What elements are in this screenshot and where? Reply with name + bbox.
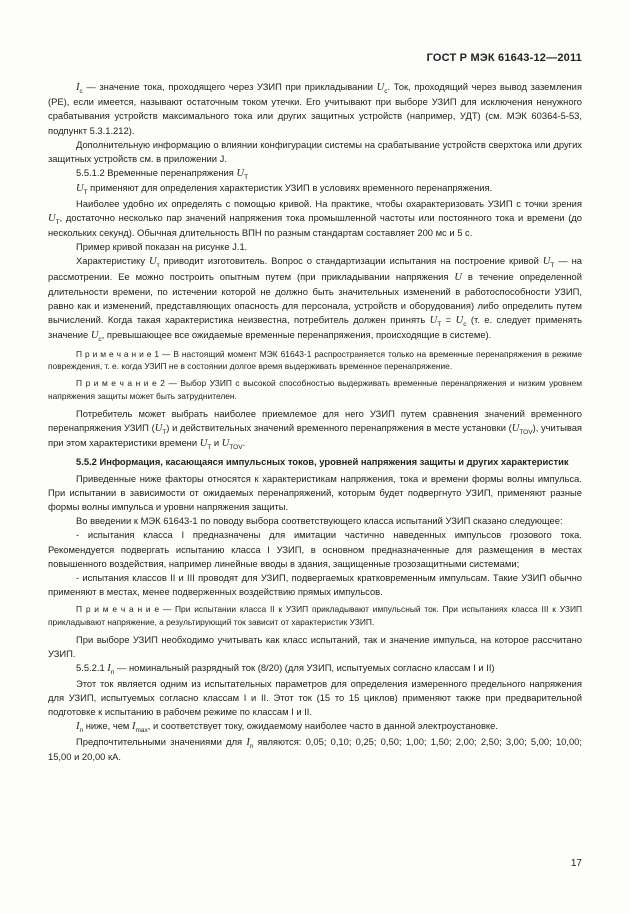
list-item-class-2-3: - испытания классов II и III проводят для УЗИП, подвергаемых кратковременным импульсам. Такие УЗИП обычно применяют в местах, менее подверженных воздействию прямых импульсов.: [48, 572, 582, 598]
paragraph-class-choice: При выборе УЗИП необходимо учитывать как класс испытаний, так и значение импульса, на которое рассчитано УЗИП.: [48, 634, 582, 660]
paragraph-test-current: Этот ток является одним из испытательных параметров для определения измеренного предельного напряжения для УЗИП, испытуемых согласно классам I и II. Этот ток (15 то 15 циклов) применяют также при предварительной подготовке к испытанию в рабочем режиме по классам I и II.: [48, 677, 582, 718]
paragraph-additional-info: Дополнительную информацию о влиянии конфигурации системы на срабатывание устройств сверхтока или других защитных устройств см. в приложении J.: [48, 138, 582, 165]
paragraph-introduction: Во введении к МЭК 61643-1 по поводу выбора соответствующего класса испытаний УЗИП сказано следующее:: [76, 515, 563, 527]
paragraph-selection: Потребитель может выбрать наиболее приемлемое для него УЗИП путем сравнения значений временного перенапряжения УЗИП $(U_T)$ и действительных значений временного перенапряжения в месте установки $(U_{TOV})$, учитывая при этом характеристики времени $U_T$ и $U_{TOV}$.: [48, 407, 582, 452]
paragraph-factors: Приведенные ниже факторы относятся к характеристикам напряжения, тока и времени формы волны импульса. При испытании в зависимости от ожидаемых перенапряжений, которым будет подвергнуто УЗИП, применяют разные формы волны импульса и уровни напряжения защиты.: [48, 472, 582, 513]
paragraph-curve: Наиболее удобно их определять с помощью кривой. На практике, чтобы охарактеризовать УЗИП с точки зрения $U_T$, достаточно несколько пар значений напряжения тока промышленной частоты или постоянного тока и времени (до нескольких секунд). Обычная длительность ВПН по разным стандартам составляет 200 мс и 5 с.: [48, 197, 582, 239]
paragraph-figure-ref: Пример кривой показан на рисунке J.1.: [76, 241, 248, 253]
paragraph-characteristic: Характеристику $U_т$ приводит изготовитель. Вопрос о стандартизации испытания на построение кривой $U_T$ — на рассмотрении. Ее можно построить опытным путем (при прикладывании напряжения U в течение определенной длительности времени, по истечении которой не должно быть значительных изменений в работоспособности УЗИП, равно как и изменений, представляющих опасность для персонала, устройств и оборудования) либо определить путем вычислений. Когда такая характеристика неизвестна, потребитель должен принять $U_T = U_c$ (т. е. следует применять значение $U_c$, превышающее все ожидаемые временные перенапряжения, происходящие в системе).: [48, 255, 583, 344]
document-body: [48, 80, 582, 764]
section-heading-5-5-2: 5.5.2 Информация, касающаяся импульсных токов, уровней напряжения защиты и других характеристик: [76, 456, 569, 468]
paragraph-ic: $I_c$ — значение тока, проходящего через УЗИП при прикладывании $U_c$. Ток, проходящий через вывод заземления (PE), если имеется, называют остаточным током утечки. Его учитывают при выборе УЗИП для исключения ненужного срабатывания устройств максимального тока или других защитных устройств (например, УДТ) (см. МЭК 60364-5-53, подпункт 5.3.1.212).: [48, 81, 582, 136]
list-item-class-1: - испытания класса I предназначены для имитации частично наведенных импульсов грозового тока. Рекомендуется подвергать испытанию класса I УЗИП, в основном предназначенные для размещения в местах повышенного воздействия, например линейные вводы в здания, защищенные грозозащитными системами;: [48, 529, 582, 569]
paragraph-ut-usage: $U_T$ применяют для определения характеристик УЗИП в условиях временного перенапряжения.: [76, 182, 493, 197]
note-3: П р и м е ч а н и е — При испытании класса II к УЗИП прикладывают импульсный ток. При испытаниях класса III к УЗИП прикладывают напряжение, а результирующий ток зависит от характеристик УЗИП.: [48, 604, 582, 628]
subsection-5-5-1-2: 5.5.1.2 Временные перенапряжения $U_T$: [76, 167, 249, 182]
note-2: П р и м е ч а н и е 2 — Выбор УЗИП с высокой способностью выдерживать временные перенапряжения и низким уровнем напряжения защиты может быть затруднителен.: [48, 378, 583, 402]
page-number: 17: [570, 858, 582, 869]
note-1: П р и м е ч а н и е 1 — В настоящий момент МЭК 61643-1 распространяется только на временные перенапряжения в режиме повреждения, т. е. когда УЗИП не в состоянии долгое время выдерживать временное перенапряжение.: [48, 348, 583, 372]
paragraph-in-lower: $I_n$ ниже, чем $I_{max}$, и соответствует току, ожидаемому наиболее часто в данной электроустановке.: [76, 720, 498, 735]
subsection-5-5-2-1: 5.5.2.1 $I_n$ — номинальный разрядный ток (8/20) (для УЗИП, испытуемых согласно классам I и II): [76, 662, 495, 677]
paragraph-preferred-values: Предпочтительными значениями для $I_n$ являются: 0,05; 0,10; 0,25; 0,50; 1,00; 1,50; 2,00; 2,50; 3,00; 5,00; 10,00; 15,00 и 20,00 кА.: [48, 735, 583, 762]
standard-header: ГОСТ Р МЭК 61643-12—2011: [426, 52, 582, 64]
